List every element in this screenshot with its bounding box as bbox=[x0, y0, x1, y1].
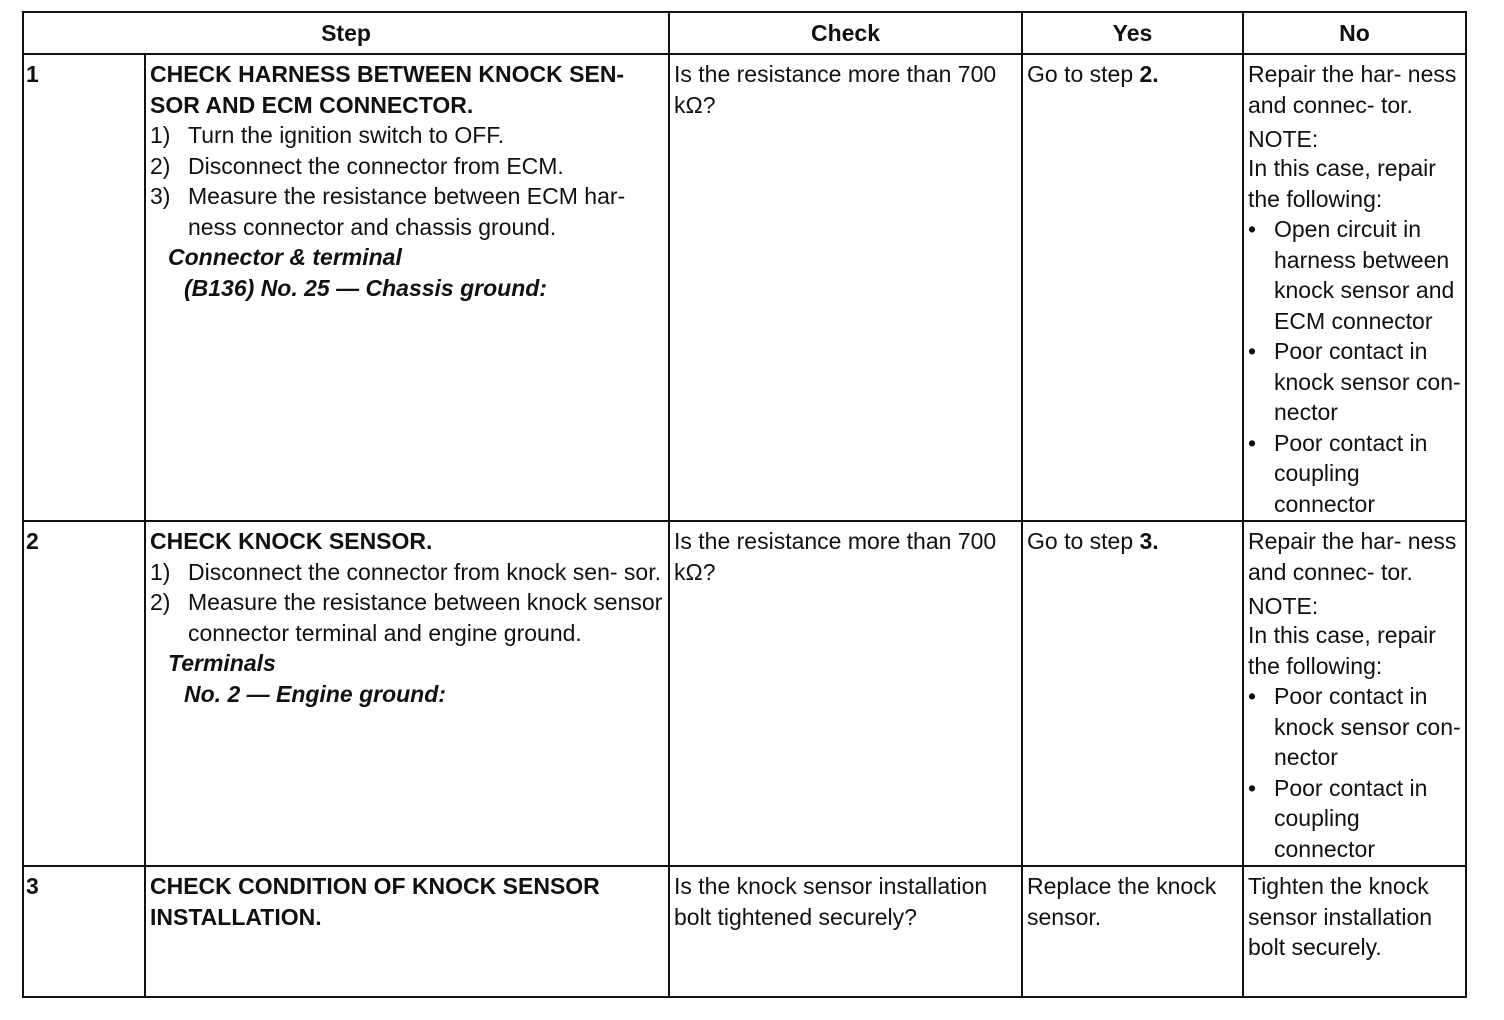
step-cell bbox=[145, 521, 669, 866]
step-cell bbox=[145, 54, 669, 521]
note-bullet bbox=[1248, 214, 1461, 336]
step-number-cell bbox=[23, 54, 145, 521]
table-row bbox=[23, 521, 1466, 866]
step-number: 2 bbox=[26, 528, 39, 554]
no-action: Repair the har- ness and connec- tor. bbox=[1248, 528, 1457, 585]
sub-step-text: Turn the ignition switch to OFF. bbox=[188, 122, 505, 148]
sub-step bbox=[150, 557, 664, 588]
bullet-icon: • bbox=[1248, 683, 1257, 709]
step-cell bbox=[145, 866, 669, 997]
sub-step bbox=[150, 587, 664, 648]
step-number-cell bbox=[23, 866, 145, 997]
sub-step bbox=[150, 151, 664, 182]
bullet-text: Poor contact in coupling connector bbox=[1274, 774, 1428, 862]
note-heading: NOTE: bbox=[1248, 126, 1319, 152]
check-question: Is the knock sensor installation bolt tightened securely? bbox=[674, 873, 988, 930]
sub-step-number: 2) bbox=[150, 152, 171, 179]
sub-step bbox=[150, 181, 664, 242]
yes-action bbox=[1023, 522, 1242, 557]
diagnostic-procedure-table bbox=[22, 11, 1467, 998]
note-body: In this case, repair the following: bbox=[1248, 622, 1436, 679]
check-question: Is the resistance more than 700 kΩ? bbox=[674, 528, 997, 585]
sub-step bbox=[150, 120, 664, 151]
table-header-row bbox=[23, 12, 1466, 54]
bullet-text: Poor contact in knock sensor con- nector bbox=[1274, 683, 1461, 770]
step-title: CHECK KNOCK SENSOR. bbox=[150, 528, 433, 554]
yes-cell bbox=[1022, 54, 1243, 521]
sub-step-number: 2) bbox=[150, 589, 171, 615]
step-title: CHECK CONDITION OF KNOCK SENSOR INSTALLATION. bbox=[150, 873, 600, 930]
yes-cell bbox=[1022, 521, 1243, 866]
note-bullet bbox=[1248, 681, 1461, 773]
note-heading: NOTE: bbox=[1248, 593, 1319, 619]
header-yes: Yes bbox=[1022, 12, 1243, 54]
check-cell bbox=[669, 866, 1022, 997]
sub-step-number: 1) bbox=[150, 122, 171, 148]
check-cell bbox=[669, 54, 1022, 521]
note-bullet bbox=[1248, 336, 1461, 428]
step-title-continued: SOR AND ECM CONNECTOR. bbox=[150, 91, 474, 118]
check-question: Is the resistance more than 700 kΩ? bbox=[674, 61, 997, 118]
no-cell bbox=[1243, 521, 1466, 866]
bullet-text: Poor contact in knock sensor con- nector bbox=[1274, 338, 1461, 425]
header-step: Step bbox=[23, 12, 669, 54]
bullet-icon: • bbox=[1248, 216, 1257, 242]
note-bullet bbox=[1248, 773, 1461, 865]
header-no: No bbox=[1243, 12, 1466, 54]
no-cell bbox=[1243, 54, 1466, 521]
bullet-text: Open circuit in harness between knock sensor and ECM connector bbox=[1274, 216, 1455, 334]
spec-label: Connector & terminal bbox=[168, 244, 402, 270]
yes-action-step: 2. bbox=[1139, 61, 1159, 87]
note-body: In this case, repair the following: bbox=[1248, 155, 1436, 212]
check-cell bbox=[669, 521, 1022, 866]
yes-cell bbox=[1022, 866, 1243, 997]
bullet-icon: • bbox=[1248, 774, 1257, 801]
sub-step-text: Disconnect the connector from ECM. bbox=[188, 152, 564, 179]
sub-step-number: 1) bbox=[150, 558, 171, 585]
sub-step-text: Measure the resistance between knock sensor connector terminal and engine ground. bbox=[188, 589, 663, 646]
diagnostic-procedure-page bbox=[22, 11, 1465, 992]
sub-step-text: Disconnect the connector from knock sen- sor. bbox=[188, 558, 661, 585]
no-action: Tighten the knock sensor installation bolt securely. bbox=[1248, 873, 1433, 960]
no-action: Repair the har- ness and connec- tor. bbox=[1248, 61, 1457, 118]
yes-action-prefix: Go to step bbox=[1027, 61, 1140, 87]
yes-action-prefix: Go to step bbox=[1027, 528, 1140, 554]
step-number-cell bbox=[23, 521, 145, 866]
sub-step-text: Measure the resistance between ECM har- ness connector and chassis ground. bbox=[188, 183, 626, 240]
spec-label: Terminals bbox=[168, 650, 276, 676]
yes-action: Replace the knock sensor. bbox=[1027, 873, 1217, 930]
spec-value: No. 2 — Engine ground: bbox=[184, 680, 446, 707]
bullet-icon: • bbox=[1248, 429, 1257, 456]
table-row bbox=[23, 866, 1466, 997]
step-title: CHECK HARNESS BETWEEN KNOCK SEN- bbox=[150, 61, 625, 87]
bullet-text: Poor contact in coupling connector bbox=[1274, 429, 1428, 517]
note-bullet bbox=[1248, 428, 1461, 520]
table-row bbox=[23, 54, 1466, 521]
yes-action bbox=[1023, 55, 1242, 90]
spec-value: (B136) No. 25 — Chassis ground: bbox=[184, 274, 547, 301]
yes-action-step: 3. bbox=[1139, 528, 1159, 554]
no-cell bbox=[1243, 866, 1466, 997]
step-number: 3 bbox=[26, 873, 39, 899]
header-check: Check bbox=[669, 12, 1022, 54]
bullet-icon: • bbox=[1248, 338, 1257, 364]
sub-step-number: 3) bbox=[150, 183, 171, 209]
step-number: 1 bbox=[26, 61, 39, 87]
